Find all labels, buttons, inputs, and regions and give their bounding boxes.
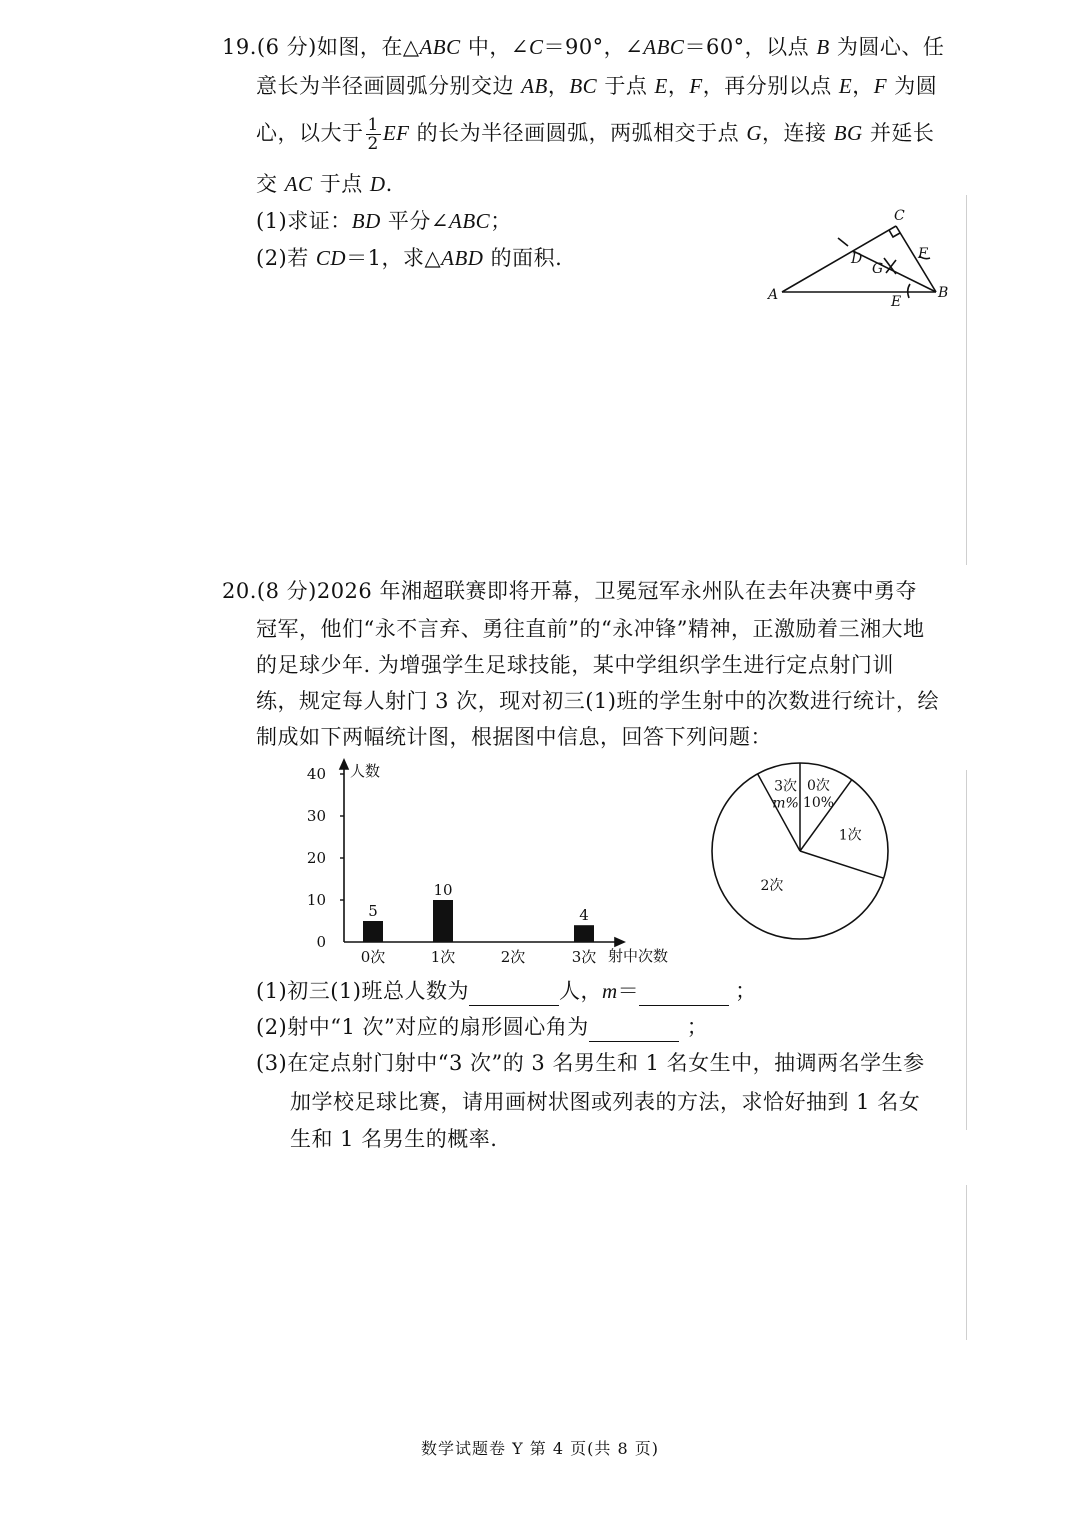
q20-text: 的足球少年. 为增强学生足球技能，某中学组织学生进行定点射门训 [256, 653, 894, 677]
q19-text: ，连接 [762, 121, 834, 145]
q19-text: CD [315, 246, 347, 270]
x-tick-label: 0次 [360, 948, 386, 966]
q19-text: ＝1，求△ [346, 246, 442, 270]
arc-e [908, 284, 910, 298]
q19-text: 为圆 [887, 74, 938, 98]
bar-chart [300, 756, 690, 974]
q20-line-3 [256, 650, 894, 680]
pie-chart [705, 756, 895, 946]
fraction-one-half [366, 116, 381, 153]
x-axis-label: 射中次数 [608, 947, 669, 965]
pie-slice-label: 0次 [807, 778, 830, 795]
q19-text: (2)若 [256, 246, 316, 270]
q19-text: ABC [419, 35, 461, 59]
y-axis-label: 人数 [350, 762, 381, 780]
answer-blank-total[interactable] [469, 983, 559, 1006]
q20-text: 加学校足球比赛，请用画树状图或列表的方法，求恰好抽到 1 名女 [290, 1090, 921, 1114]
margin-rule-3 [966, 1185, 967, 1340]
bar [433, 900, 453, 942]
bar-value-label: 10 [433, 881, 453, 899]
q20-text: 生和 1 名男生的概率. [290, 1127, 498, 1151]
q19-number: 19. [222, 35, 257, 59]
answer-blank-m[interactable] [639, 983, 729, 1006]
arc-extra [838, 238, 848, 246]
q19-text: 并延长 [862, 121, 935, 145]
answer-blank-angle[interactable] [589, 1019, 679, 1042]
q19-text: ABC [643, 35, 685, 59]
q19-text: 的面积. [483, 246, 563, 270]
q20-text: 冠军，他们“永不言弃、勇往直前”的“永冲锋”精神，正激励着三湘大地 [256, 617, 925, 641]
q19-line-2 [256, 71, 937, 101]
q20-text: ； [686, 1015, 709, 1039]
q19-text: ； [490, 209, 512, 233]
q20-text: 练，规定每人射门 3 次，现对初三(1)班的学生射中的次数进行统计，绘 [256, 689, 939, 713]
q20-text: (3)在定点射门射中“3 次”的 3 名男生和 1 名女生中，抽调两名学生参 [256, 1051, 925, 1075]
q19-text: AC [284, 172, 313, 196]
q20-sub-3b [290, 1087, 920, 1117]
q19-score: (6 分) [256, 35, 317, 59]
q19-text: 交 [256, 172, 285, 196]
q19-text: ABC [449, 209, 491, 233]
triangle-figure [760, 200, 960, 312]
q19-text: ， [547, 74, 570, 98]
q19-text: AB [521, 74, 548, 98]
q20-line-2 [256, 614, 924, 644]
fraction-numerator: 1 [367, 115, 379, 135]
x-axis-arrow [615, 938, 624, 946]
q19-part-1 [256, 206, 512, 236]
x-tick-label: 3次 [571, 948, 597, 966]
label-c: C [894, 208, 905, 224]
q19-text: ABD [441, 246, 484, 270]
q19-text: 于点 [597, 74, 655, 98]
q20-line-4 [256, 686, 939, 716]
q20-text: m [602, 979, 618, 1003]
pie-slice-value: m% [772, 795, 799, 812]
q19-text: B [816, 35, 830, 59]
y-tick-label: 40 [306, 765, 326, 783]
q20-sub-2 [256, 1012, 708, 1042]
q19-text: ＝60°，以点 [684, 35, 817, 59]
bar-value-label: 5 [368, 902, 378, 920]
x-tick-label: 2次 [500, 948, 526, 966]
q19-text: . [385, 172, 393, 196]
q20-score: (8 分) [256, 579, 317, 603]
y-tick-label: 10 [306, 891, 326, 909]
y-tick-label: 20 [306, 849, 326, 867]
y-tick-label: 30 [306, 807, 326, 825]
q20-sub-1 [256, 976, 757, 1006]
q20-text: 制成如下两幅统计图，根据图中信息，回答下列问题： [256, 725, 772, 749]
y-tick-label: 0 [316, 933, 326, 951]
q19-text: BC [569, 74, 598, 98]
label-b: B [938, 285, 949, 301]
pie-slice-boundary [800, 851, 884, 878]
label-f: F [918, 246, 928, 262]
q19-text: 意长为半径画圆弧分别交边 [256, 74, 522, 98]
q19-text: G [746, 121, 763, 145]
pie-slice-value: 10% [802, 795, 835, 812]
q20-text: 人， [559, 979, 602, 1003]
margin-rule-1 [966, 195, 967, 565]
q19-line-4 [256, 169, 393, 199]
label-e: E [891, 294, 902, 310]
q19-text: 的长为半径画圆弧，两弧相交于点 [409, 121, 747, 145]
q19-text: BG [833, 121, 863, 145]
bar [363, 921, 383, 942]
arc-g-1 [884, 258, 896, 274]
q19-text: 心，以大于 [256, 121, 364, 145]
page-footer: 数学试题卷 Y 第 4 页(共 8 页) [421, 1439, 659, 1458]
q20-text: 2026 年湘超联赛即将开幕，卫冕冠军永州队在去年决赛中勇夺 [316, 579, 917, 603]
q19-text: 如图，在△ [316, 35, 420, 59]
q19-line-1 [222, 32, 944, 62]
y-axis-arrow [340, 760, 348, 769]
q20-text: (2)射中“1 次”对应的扇形圆心角为 [256, 1015, 589, 1039]
q19-text: E [838, 74, 853, 98]
q19-text: F [689, 74, 703, 98]
q19-text: ＝90°，∠ [543, 35, 644, 59]
fraction-denominator: 2 [367, 134, 379, 154]
q19-text: E [654, 74, 668, 98]
label-g: G [872, 261, 884, 277]
label-d: D [851, 251, 863, 267]
q19-text: C [528, 35, 544, 59]
q20-sub-3c [290, 1124, 497, 1154]
q19-text: ， [667, 74, 690, 98]
q19-text: 平分∠ [380, 209, 450, 233]
q20-sub-3a [256, 1048, 925, 1078]
pie-slice-label: 3次 [774, 778, 798, 795]
q19-text: ， [852, 74, 874, 98]
q19-text: ，再分别以点 [702, 74, 839, 98]
margin-rule-2 [966, 770, 967, 1130]
pie-slice-label: 2次 [760, 877, 784, 894]
q20-line-5 [256, 722, 772, 752]
q19-text: (1)求证： [256, 209, 352, 233]
q19-text: F [873, 74, 888, 98]
q19-text: EF [382, 121, 410, 145]
bar-value-label: 4 [579, 906, 589, 925]
label-a: A [768, 287, 779, 303]
q20-text: (1)初三(1)班总人数为 [256, 979, 469, 1003]
q20-text: ； [735, 979, 757, 1003]
q19-text: 为圆心、任 [829, 35, 945, 59]
q20-text: ＝ [617, 979, 640, 1003]
q19-text: BD [351, 209, 381, 233]
q20-number: 20. [222, 579, 257, 603]
q19-part-2 [256, 243, 562, 273]
q20-line-1 [222, 576, 917, 606]
q19-text: 于点 [312, 172, 370, 196]
pie-slice-label: 1次 [838, 827, 862, 844]
q19-line-3 [256, 116, 934, 153]
side-ac [782, 226, 896, 292]
q19-text: 中，∠ [460, 35, 529, 59]
x-tick-label: 1次 [430, 948, 456, 966]
bar [574, 925, 594, 942]
q19-text: D [369, 172, 386, 196]
